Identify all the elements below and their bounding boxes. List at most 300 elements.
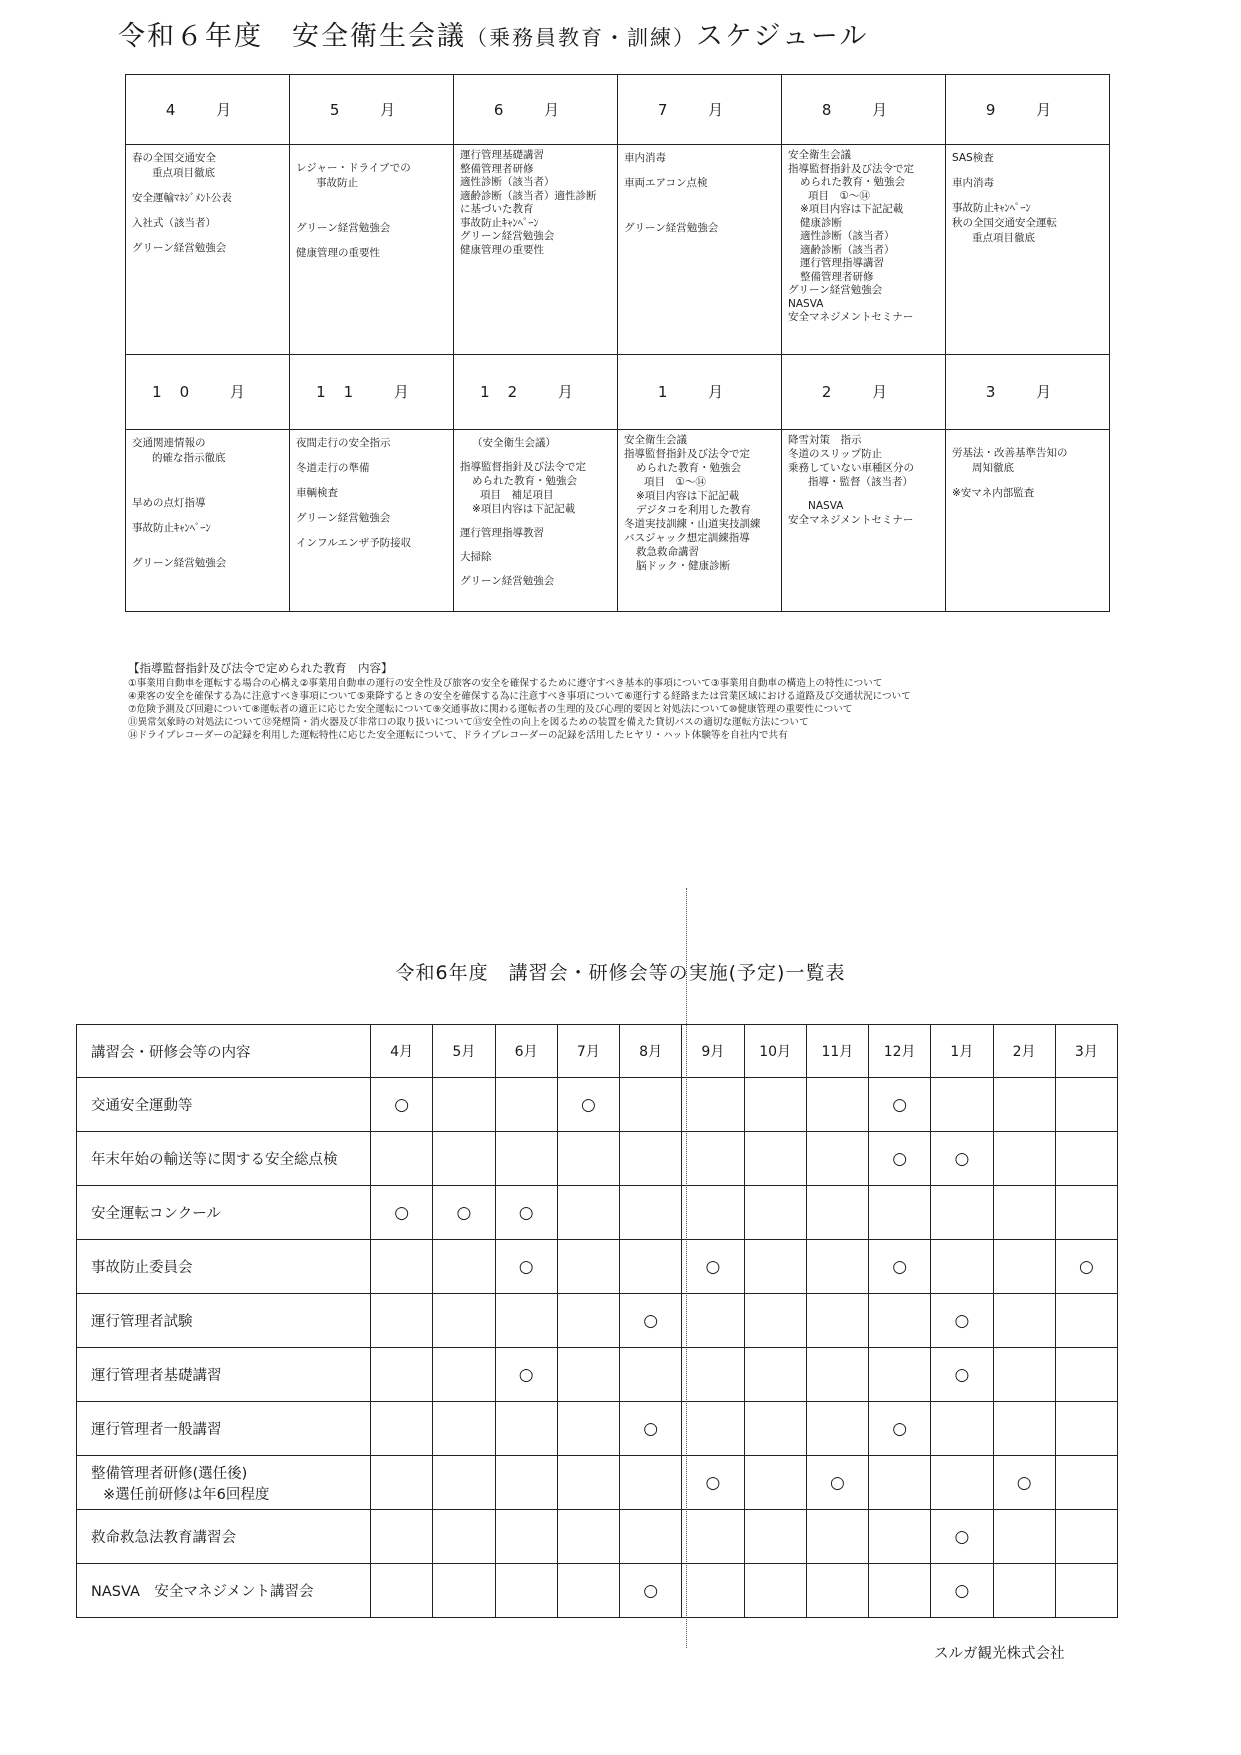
- plan-month-header: 12月: [869, 1025, 931, 1078]
- plan-cell: [869, 1510, 931, 1564]
- plan-cell: [682, 1564, 744, 1618]
- plan-cell: [682, 1402, 744, 1456]
- schedule-title-tail: スケジュール: [696, 21, 869, 52]
- schedule-item: 項目 補足項目: [480, 488, 554, 501]
- plan-cell: [869, 1456, 931, 1510]
- plan-row: [77, 1078, 1118, 1132]
- schedule-item: 指導監督指針及び法令で定: [460, 460, 586, 473]
- scheduled-mark: ○: [892, 1148, 908, 1169]
- plan-row: [77, 1240, 1118, 1294]
- plan-row: [77, 1564, 1118, 1618]
- plan-cell: [620, 1186, 682, 1240]
- schedule-item: 車内消毒: [952, 177, 994, 190]
- plan-cell: [620, 1456, 682, 1510]
- month-cell: [126, 429, 290, 611]
- plan-cell: [744, 1564, 806, 1618]
- month-cell: [290, 429, 454, 611]
- plan-cell: [682, 1240, 744, 1294]
- plan-row-label-text: 年末年始の輸送等に関する安全総点検: [91, 1152, 338, 1168]
- schedule-content-row: [126, 145, 1110, 355]
- month-cell: [126, 145, 290, 355]
- plan-cell: [1055, 1402, 1117, 1456]
- training-plan-table: [76, 1024, 1118, 1618]
- schedule-item: 脳ドック・健康診断: [636, 559, 731, 572]
- month-cell: [946, 429, 1110, 611]
- schedule-title-sub: （乗務員教育・訓練）: [466, 26, 696, 50]
- plan-cell: [495, 1240, 557, 1294]
- plan-cell: [495, 1564, 557, 1618]
- month-header: 10 月: [126, 355, 290, 429]
- month-header: 7 月: [618, 75, 782, 145]
- schedule-item: 交通関連情報の: [132, 436, 206, 449]
- plan-cell: [371, 1456, 433, 1510]
- plan-cell: [869, 1132, 931, 1186]
- plan-cell: [806, 1348, 868, 1402]
- plan-row-label: [77, 1456, 371, 1510]
- schedule-item: 車内消毒: [624, 152, 666, 165]
- schedule-item: 運行管理指導講習: [800, 257, 884, 270]
- scheduled-mark: ○: [643, 1310, 659, 1331]
- plan-cell: [371, 1294, 433, 1348]
- plan-row-label: [77, 1510, 371, 1564]
- plan-row-label-text: 運行管理者基礎講習: [91, 1368, 222, 1384]
- plan-row: [77, 1294, 1118, 1348]
- plan-cell: [433, 1456, 495, 1510]
- schedule-item: 重点項目徹底: [972, 232, 1035, 245]
- plan-cell: [371, 1564, 433, 1618]
- schedule-item: 項目 ①～⑭: [808, 189, 870, 202]
- plan-cell: [869, 1078, 931, 1132]
- plan-cell: [1055, 1132, 1117, 1186]
- schedule-item: 運行管理基礎講習: [460, 149, 544, 162]
- schedule-item: ※安マネ内部監査: [952, 486, 1035, 499]
- plan-row-label: [77, 1564, 371, 1618]
- schedule-item: SAS検査: [952, 152, 994, 165]
- schedule-item: 指導監督指針及び法令で定: [624, 447, 750, 460]
- plan-cell: [495, 1402, 557, 1456]
- plan-cell: [371, 1510, 433, 1564]
- scheduled-mark: ○: [518, 1364, 534, 1385]
- plan-cell: [557, 1240, 619, 1294]
- plan-cell: [1055, 1348, 1117, 1402]
- plan-month-header: 8月: [620, 1025, 682, 1078]
- plan-month-header: 6月: [495, 1025, 557, 1078]
- schedule-item: 安全マネジメントセミナー: [788, 311, 914, 324]
- scheduled-mark: ○: [580, 1094, 596, 1115]
- plan-row-label-text: 交通安全運動等: [91, 1098, 193, 1114]
- plan-cell: [993, 1402, 1055, 1456]
- scheduled-mark: ○: [394, 1202, 410, 1223]
- plan-month-header: 11月: [806, 1025, 868, 1078]
- schedule-item: グリーン経営勉強会: [460, 574, 555, 587]
- month-header: 12 月: [454, 355, 618, 429]
- plan-header-label: 講習会・研修会等の内容: [77, 1025, 371, 1078]
- plan-cell: [682, 1510, 744, 1564]
- plan-cell: [806, 1510, 868, 1564]
- notes-heading: 【指導監督指針及び法令で定められた教育 内容】: [128, 661, 393, 675]
- plan-cell: [931, 1456, 993, 1510]
- plan-cell: [371, 1240, 433, 1294]
- plan-cell: [931, 1186, 993, 1240]
- plan-cell: [620, 1402, 682, 1456]
- plan-cell: [806, 1456, 868, 1510]
- schedule-month-row: [126, 355, 1110, 429]
- schedule-item: められた教育・勉強会: [636, 461, 741, 474]
- schedule-item: 安全マネジメントセミナー: [788, 513, 914, 526]
- plan-cell: [495, 1456, 557, 1510]
- plan-row-label-text: 運行管理者一般講習: [91, 1422, 222, 1438]
- plan-row: [77, 1348, 1118, 1402]
- plan-cell: [557, 1456, 619, 1510]
- plan-cell: [1055, 1510, 1117, 1564]
- plan-cell: [931, 1078, 993, 1132]
- schedule-item: 適性診断（該当者）: [460, 176, 555, 189]
- schedule-item: 降雪対策 指示: [788, 433, 862, 446]
- plan-cell: [1055, 1456, 1117, 1510]
- month-header: 5 月: [290, 75, 454, 145]
- schedule-item: グリーン経営勉強会: [788, 284, 883, 297]
- plan-cell: [931, 1294, 993, 1348]
- plan-cell: [433, 1078, 495, 1132]
- scheduled-mark: ○: [705, 1256, 721, 1277]
- plan-cell: [869, 1402, 931, 1456]
- schedule-item: 早めの点灯指導: [132, 496, 206, 509]
- schedule-item: グリーン経営勉強会: [296, 222, 391, 235]
- plan-cell: [744, 1132, 806, 1186]
- plan-cell: [744, 1510, 806, 1564]
- scheduled-mark: ○: [394, 1094, 410, 1115]
- schedule-item: 適性診断（該当者）: [800, 230, 895, 243]
- schedule-item: 適齢診断（該当者）適性診断: [460, 189, 597, 202]
- scheduled-mark: ○: [1078, 1256, 1094, 1277]
- plan-cell: [557, 1078, 619, 1132]
- month-cell: [946, 145, 1110, 355]
- plan-cell: [682, 1294, 744, 1348]
- plan-cell: [557, 1348, 619, 1402]
- plan-month-header: 2月: [993, 1025, 1055, 1078]
- schedule-item: められた教育・勉強会: [800, 176, 905, 189]
- plan-cell: [557, 1186, 619, 1240]
- schedule-item: 健康管理の重要性: [460, 243, 544, 256]
- plan-cell: [806, 1132, 868, 1186]
- scheduled-mark: ○: [954, 1310, 970, 1331]
- schedule-table: [125, 74, 1110, 612]
- plan-cell: [495, 1078, 557, 1132]
- plan-row-label-text: NASVA 安全マネジメント講習会: [91, 1584, 314, 1600]
- plan-cell: [433, 1240, 495, 1294]
- plan-cell: [869, 1564, 931, 1618]
- plan-month-header: 5月: [433, 1025, 495, 1078]
- scheduled-mark: ○: [892, 1256, 908, 1277]
- month-cell: [618, 429, 782, 611]
- plan-title: 令和6年度 講習会・研修会等の実施(予定)一覧表: [395, 962, 846, 984]
- plan-row: [77, 1132, 1118, 1186]
- month-cell: [782, 429, 946, 611]
- schedule-item: NASVA: [788, 297, 824, 310]
- schedule-item: NASVA: [808, 499, 844, 512]
- scheduled-mark: ○: [1016, 1472, 1032, 1493]
- notes-line: ⑪異常気象時の対処法について⑫発煙筒・消火器及び非常口の取り扱いについて⑬安全性の向上を図るための装置を備えた貸切バスの適切な運転方法について: [128, 717, 809, 728]
- plan-cell: [744, 1078, 806, 1132]
- schedule-item: 大掃除: [460, 550, 492, 563]
- schedule-item: 事故防止: [316, 177, 358, 190]
- plan-row: [77, 1186, 1118, 1240]
- scheduled-mark: ○: [518, 1202, 534, 1223]
- schedule-item: デジタコを利用した教育: [636, 503, 751, 516]
- plan-cell: [682, 1186, 744, 1240]
- scheduled-mark: ○: [892, 1418, 908, 1439]
- plan-cell: [620, 1132, 682, 1186]
- schedule-item: 事故防止ｷｬﾝﾍﾟｰﾝ: [460, 216, 539, 229]
- plan-row-label: [77, 1402, 371, 1456]
- notes-line: ⑭ドライブレコーダーの記録を利用した運転特性に応じた安全運転について、ドライブレコーダーの記録を活用したヒヤリ・ハット体験等を自社内で共有: [128, 730, 788, 741]
- plan-cell: [557, 1132, 619, 1186]
- plan-cell: [869, 1348, 931, 1402]
- month-header: 9 月: [946, 75, 1110, 145]
- plan-cell: [931, 1132, 993, 1186]
- schedule-item: 入社式（該当者）: [132, 217, 216, 230]
- plan-cell: [371, 1078, 433, 1132]
- plan-row-label: [77, 1132, 371, 1186]
- plan-cell: [931, 1564, 993, 1618]
- plan-cell: [869, 1186, 931, 1240]
- plan-cell: [993, 1510, 1055, 1564]
- schedule-item: 運行管理指導教習: [460, 526, 544, 539]
- scheduled-mark: ○: [954, 1526, 970, 1547]
- schedule-item: 項目 ①～⑭: [644, 475, 706, 488]
- plan-cell: [1055, 1564, 1117, 1618]
- schedule-item: ※項目内容は下記記載: [636, 489, 740, 502]
- schedule-item: 周知徹底: [972, 461, 1014, 474]
- schedule-item: 冬道実技訓練・山道実技訓練: [624, 517, 761, 530]
- schedule-item: グリーン経営勉強会: [132, 556, 227, 569]
- schedule-item: 春の全国交通安全: [132, 152, 216, 165]
- plan-cell: [993, 1240, 1055, 1294]
- plan-month-header: 7月: [557, 1025, 619, 1078]
- schedule-item: められた教育・勉強会: [472, 474, 577, 487]
- schedule-item: 指導監督指針及び法令で定: [788, 162, 914, 175]
- plan-cell: [433, 1348, 495, 1402]
- plan-cell: [806, 1078, 868, 1132]
- plan-row-label-text: 救命救急法教育講習会: [91, 1530, 236, 1546]
- plan-cell: [744, 1348, 806, 1402]
- plan-cell: [1055, 1240, 1117, 1294]
- schedule-item: 事故防止ｷｬﾝﾍﾟｰﾝ: [952, 202, 1031, 215]
- plan-cell: [433, 1294, 495, 1348]
- plan-cell: [495, 1294, 557, 1348]
- schedule-item: に基づいた教育: [460, 203, 534, 216]
- plan-cell: [993, 1564, 1055, 1618]
- plan-month-header: 9月: [682, 1025, 744, 1078]
- plan-row: [77, 1456, 1118, 1510]
- plan-row-label-text: 運行管理者試験: [91, 1314, 193, 1330]
- month-cell: [290, 145, 454, 355]
- plan-cell: [620, 1348, 682, 1402]
- plan-cell: [433, 1186, 495, 1240]
- month-cell: [618, 145, 782, 355]
- scheduled-mark: ○: [643, 1418, 659, 1439]
- notes-line: ⑦危険予測及び回避について⑧運転者の適正に応じた安全運転について⑨交通事故に関わる運転者の生理的及び心理的要因と対処法について⑩健康管理の重要性について: [128, 704, 853, 715]
- plan-row-label-note: ※選任前研修は年6回程度: [103, 1486, 270, 1503]
- schedule-item: グリーン経営勉強会: [132, 242, 227, 255]
- schedule-item: グリーン経営勉強会: [296, 511, 391, 524]
- plan-cell: [371, 1186, 433, 1240]
- plan-cell: [620, 1294, 682, 1348]
- schedule-item: 指導・監督（該当者）: [808, 475, 913, 488]
- notes-line: ①事業用自動車を運転する場合の心構え②事業用自動車の運行の安全性及び旅客の安全を確保するために遵守すべき基本的事項について③事業用自動車の構造上の特性について: [128, 678, 883, 689]
- schedule-item: 車輌検査: [296, 486, 338, 499]
- month-header: 4 月: [126, 75, 290, 145]
- plan-cell: [869, 1294, 931, 1348]
- month-cell: [454, 429, 618, 611]
- schedule-item: 健康管理の重要性: [296, 247, 380, 260]
- plan-cell: [744, 1402, 806, 1456]
- education-notes: [128, 662, 1128, 742]
- schedule-item: 的確な指示徹底: [152, 451, 226, 464]
- plan-cell: [744, 1186, 806, 1240]
- plan-cell: [433, 1564, 495, 1618]
- plan-row-label-text: 安全運転コンクール: [91, 1206, 221, 1222]
- plan-cell: [869, 1240, 931, 1294]
- month-header: 6 月: [454, 75, 618, 145]
- plan-cell: [806, 1186, 868, 1240]
- plan-cell: [495, 1510, 557, 1564]
- schedule-item: 安全運輸ﾏﾈｼﾞﾒﾝﾄ公表: [132, 192, 232, 205]
- plan-cell: [620, 1078, 682, 1132]
- month-header: 11 月: [290, 355, 454, 429]
- plan-row: [77, 1510, 1118, 1564]
- plan-cell: [931, 1240, 993, 1294]
- month-header: 8 月: [782, 75, 946, 145]
- scheduled-mark: ○: [954, 1364, 970, 1385]
- plan-cell: [682, 1348, 744, 1402]
- plan-row-label: [77, 1186, 371, 1240]
- month-header: 2 月: [782, 355, 946, 429]
- company-name: スルガ観光株式会社: [934, 1646, 1065, 1662]
- plan-cell: [993, 1456, 1055, 1510]
- plan-month-header: 3月: [1055, 1025, 1117, 1078]
- plan-cell: [433, 1132, 495, 1186]
- notes-line: ④乗客の安全を確保する為に注意すべき事項について⑤乗降するときの安全を確保する為に注意すべき事項について⑥運行する経路または営業区域における道路及び交通状況について: [128, 691, 911, 702]
- plan-cell: [993, 1348, 1055, 1402]
- plan-cell: [993, 1294, 1055, 1348]
- schedule-item: 整備管理者研修: [800, 270, 874, 283]
- schedule-item: ※項目内容は下記記載: [472, 502, 576, 515]
- plan-cell: [433, 1510, 495, 1564]
- plan-row: [77, 1402, 1118, 1456]
- plan-cell: [371, 1132, 433, 1186]
- plan-cell: [371, 1348, 433, 1402]
- schedule-item: 救急救命講習: [636, 545, 699, 558]
- plan-row-label: [77, 1348, 371, 1402]
- plan-cell: [993, 1132, 1055, 1186]
- plan-cell: [1055, 1294, 1117, 1348]
- plan-cell: [931, 1402, 993, 1456]
- plan-row-label: [77, 1240, 371, 1294]
- month-cell: [454, 145, 618, 355]
- schedule-item: グリーン経営勉強会: [460, 230, 555, 243]
- schedule-item: 健康診断: [800, 216, 842, 229]
- scheduled-mark: ○: [705, 1472, 721, 1493]
- scheduled-mark: ○: [954, 1148, 970, 1169]
- plan-cell: [806, 1240, 868, 1294]
- plan-row-label: [77, 1078, 371, 1132]
- schedule-item: 適齢診断（該当者）: [800, 243, 895, 256]
- plan-cell: [931, 1348, 993, 1402]
- plan-cell: [744, 1456, 806, 1510]
- schedule-item: 車両エアコン点検: [624, 177, 708, 190]
- plan-cell: [495, 1132, 557, 1186]
- schedule-content-row: [126, 429, 1110, 611]
- plan-cell: [744, 1294, 806, 1348]
- plan-cell: [931, 1510, 993, 1564]
- schedule-title: [118, 14, 868, 53]
- plan-cell: [744, 1240, 806, 1294]
- schedule-item: バスジャック想定訓練指導: [624, 531, 750, 544]
- plan-cell: [557, 1564, 619, 1618]
- schedule-item: 安全衛生会議: [624, 433, 687, 446]
- month-header: 3 月: [946, 355, 1110, 429]
- plan-cell: [993, 1186, 1055, 1240]
- plan-row-label: [77, 1294, 371, 1348]
- schedule-item: 整備管理者研修: [460, 162, 534, 175]
- scheduled-mark: ○: [829, 1472, 845, 1493]
- scheduled-mark: ○: [456, 1202, 472, 1223]
- schedule-item: 冬道のスリップ防止: [788, 447, 883, 460]
- plan-cell: [557, 1294, 619, 1348]
- plan-cell: [806, 1564, 868, 1618]
- plan-cell: [1055, 1186, 1117, 1240]
- schedule-item: 安全衛生会議: [788, 149, 851, 162]
- schedule-item: 夜間走行の安全指示: [296, 436, 391, 449]
- plan-cell: [495, 1186, 557, 1240]
- plan-cell: [557, 1510, 619, 1564]
- plan-cell: [682, 1456, 744, 1510]
- schedule-item: 事故防止ｷｬﾝﾍﾟｰﾝ: [132, 521, 211, 534]
- plan-cell: [993, 1078, 1055, 1132]
- schedule-month-row: [126, 75, 1110, 145]
- plan-month-header: 10月: [744, 1025, 806, 1078]
- plan-cell: [682, 1078, 744, 1132]
- plan-cell: [806, 1294, 868, 1348]
- schedule-item: 労基法・改善基準告知の: [952, 446, 1068, 459]
- plan-cell: [557, 1402, 619, 1456]
- plan-cell: [682, 1132, 744, 1186]
- schedule-item: 重点項目徹底: [152, 167, 215, 180]
- plan-month-header: 4月: [371, 1025, 433, 1078]
- plan-row-label-text: 整備管理者研修(選任後): [91, 1465, 248, 1482]
- plan-header-row: [77, 1025, 1118, 1078]
- scheduled-mark: ○: [643, 1580, 659, 1601]
- schedule-item: ※項目内容は下記記載: [800, 203, 904, 216]
- month-cell: [782, 145, 946, 355]
- schedule-item: 冬道走行の準備: [296, 461, 370, 474]
- plan-cell: [495, 1348, 557, 1402]
- month-header: 1 月: [618, 355, 782, 429]
- plan-month-header: 1月: [931, 1025, 993, 1078]
- scheduled-mark: ○: [892, 1094, 908, 1115]
- schedule-title-main: 令和６年度 安全衛生会議: [118, 21, 466, 52]
- plan-cell: [371, 1402, 433, 1456]
- scheduled-mark: ○: [518, 1256, 534, 1277]
- scheduled-mark: ○: [954, 1580, 970, 1601]
- plan-cell: [1055, 1078, 1117, 1132]
- plan-cell: [620, 1240, 682, 1294]
- plan-cell: [620, 1510, 682, 1564]
- schedule-item: 乗務していない車種区分の: [788, 461, 914, 474]
- schedule-item: 秋の全国交通安全運転: [952, 217, 1057, 230]
- plan-cell: [433, 1402, 495, 1456]
